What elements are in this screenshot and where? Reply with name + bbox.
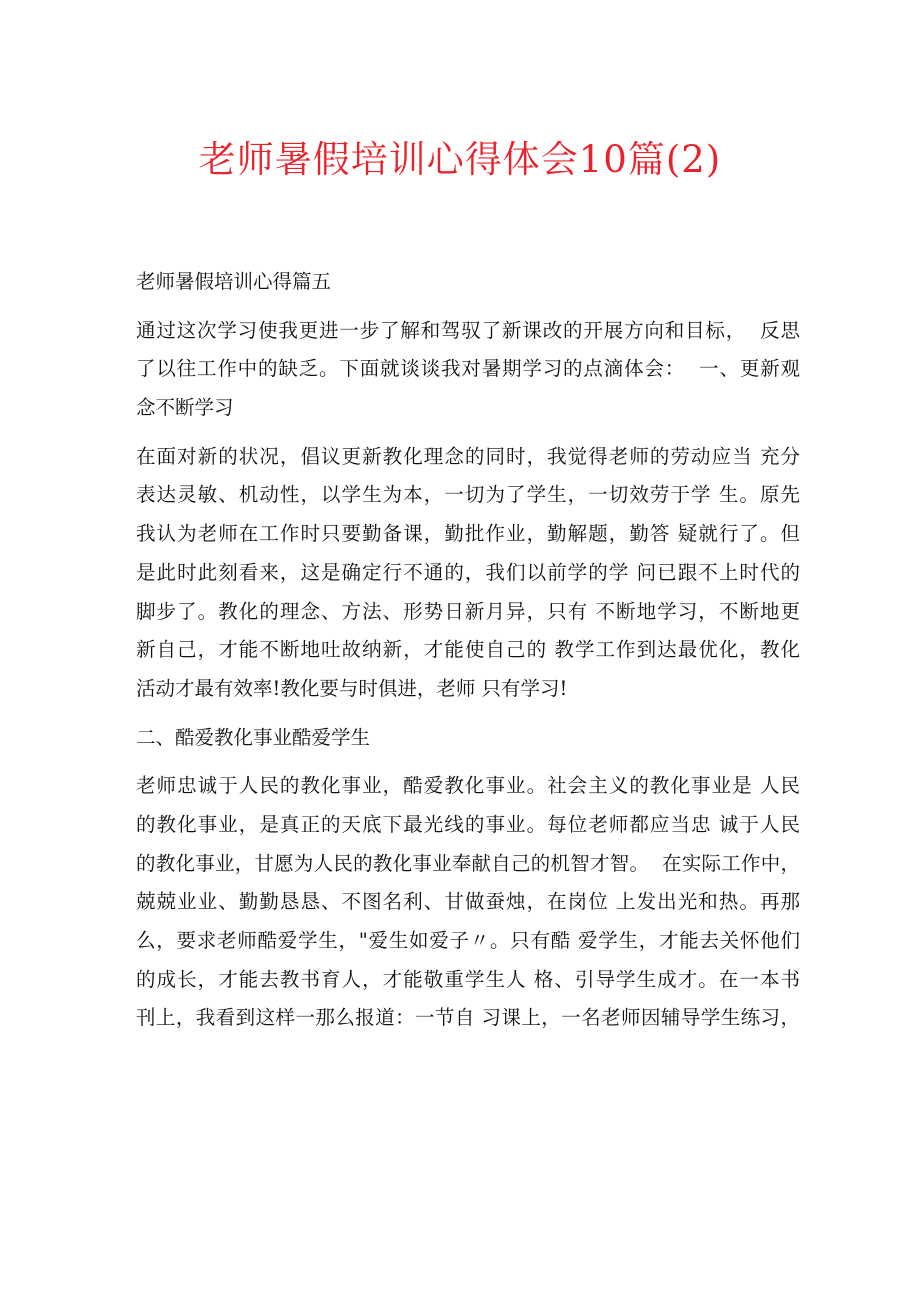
paragraph-line: 通过这次学习使我更进一步了解和驾驭了新课改的开展方向和目标， 反思 [136, 318, 800, 342]
paragraph-line: 表达灵敏、机动性，以学生为本，一切为了学生，一切效劳于学 生。原先 [136, 483, 800, 507]
paragraph-line: 的成长，才能去教书育人，才能敬重学生人 格、引导学生成才。在一本书 [136, 967, 800, 991]
section-heading: 老师暑假培训心得篇五 [136, 270, 332, 293]
paragraph-line: 我认为老师在工作时只要勤备课，勤批作业，勤解题，勤答 疑就行了。但 [136, 522, 800, 546]
section-heading: 二、酷爱教化事业酷爱学生 [136, 725, 371, 749]
paragraph-line: 了以往工作中的缺乏。下面就谈谈我对暑期学习的点滴体会： 一、更新观 [136, 357, 800, 381]
paragraph-line: 活动才最有效率!教化要与时俱进，老师 只有学习! [136, 676, 568, 700]
paragraph-line: 的教化事业，甘愿为人民的教化事业奉献自己的机智才智。 在实际工作中， [136, 851, 800, 875]
document-title: 老师暑假培训心得体会10篇(2) [198, 138, 722, 181]
paragraph-line: 么，要求老师酷爱学生，"爱生如爱子〃。只有酷 爱学生，才能去关怀他们 [136, 929, 800, 952]
paragraph-line: 念不断学习 [136, 396, 234, 420]
paragraph-line: 刊上，我看到这样一那么报道：一节自 习课上，一名老师因辅导学生练习， [136, 1006, 800, 1030]
paragraph-line: 脚步了。教化的理念、方法、形势日新月异，只有 不断地学习，不断地更 [136, 599, 800, 623]
paragraph-line: 是此时此刻看来，这是确定行不通的，我们以前学的学 问已跟不上时代的 [136, 560, 800, 584]
paragraph-line: 新自己，才能不断地吐故纳新，才能使自己的 教学工作到达最优化，教化 [136, 638, 800, 662]
paragraph-line: 在面对新的状况，倡议更新教化理念的同时，我觉得老师的劳动应当 充分 [136, 444, 800, 468]
document-body [136, 263, 800, 1038]
paragraph-line: 兢兢业业、勤勤恳恳、不图名利、甘做蚕烛，在岗位 上发出光和热。再那 [136, 890, 800, 914]
paragraph-line: 老师忠诚于人民的教化事业，酷爱教化事业。社会主义的教化事业是 人民 [136, 774, 800, 798]
paragraph-line: 的教化事业，是真正的天底下最光线的事业。每位老师都应当忠 诚于人民 [136, 812, 800, 836]
